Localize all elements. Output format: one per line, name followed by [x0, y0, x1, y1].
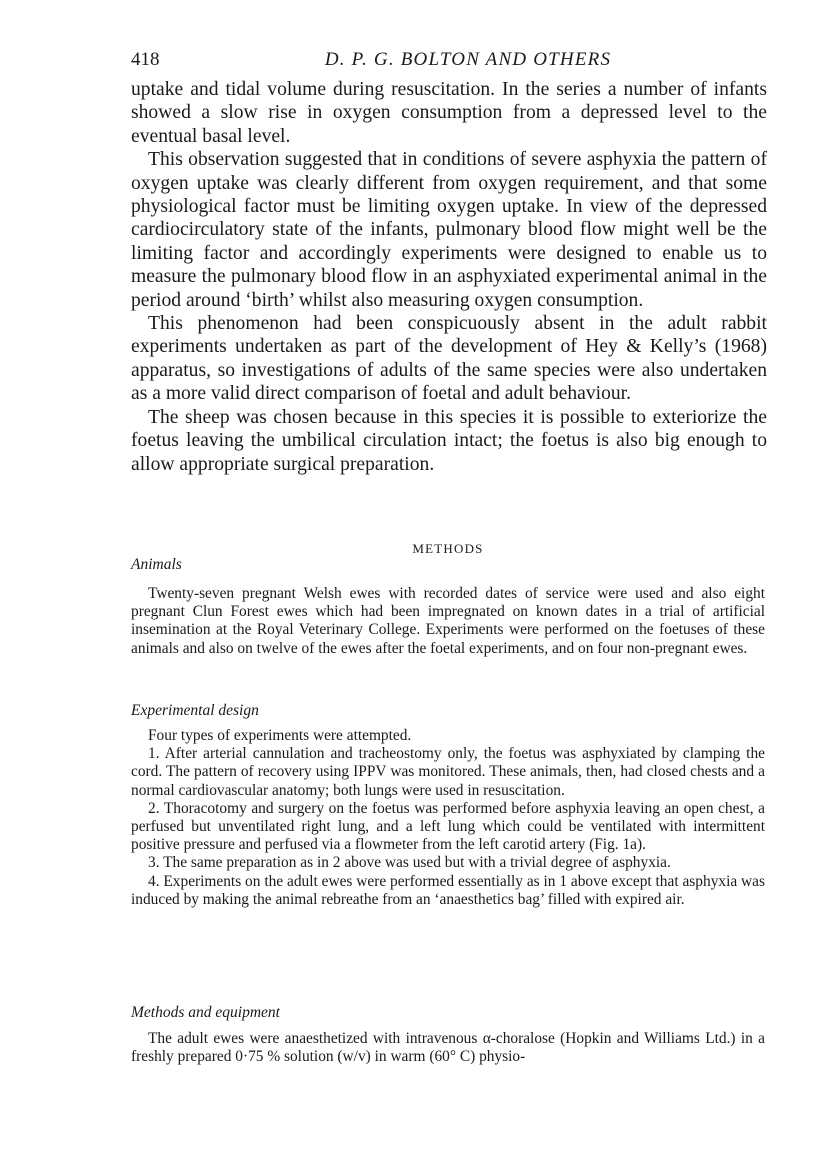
subheading-animals: Animals [131, 556, 182, 573]
paragraph: The sheep was chosen because in this species it is possible to exteriorize the foetus leaving the umbilical circulation intact; the foetus is also big enough to allow appropriate surgical preparation. [131, 406, 767, 475]
paragraph: 4. Experiments on the adult ewes were performed essentially as in 1 above except that asphyxia was induced by making the animal rebreathe from an ‘anaesthetics bag’ filled with expired air. [131, 872, 765, 908]
paragraph: 2. Thoracotomy and surgery on the foetus was performed before asphyxia leaving an open chest, a perfused but unventilated right lung, and a left lung which could be ventilated with intermittent positive pressure and perfused via a flowmeter from the left carotid artery (Fig. 1a). [131, 799, 765, 854]
paragraph: 1. After arterial cannulation and tracheostomy only, the foetus was asphyxiated by clamping the cord. The pattern of recovery using IPPV was monitored. These animals, then, had closed chests and a normal cardiovascular anatomy; both lungs were used in resuscitation. [131, 745, 765, 799]
paragraph: 3. The same preparation as in 2 above was used but with a trivial degree of asphyxia. [148, 854, 671, 872]
animals-text [131, 585, 765, 658]
introduction-text [131, 78, 767, 476]
paragraph: This phenomenon had been conspicuously absent in the adult rabbit experiments undertaken as part of the development of Hey & Kelly’s (1968) apparatus, so investigations of adults of the same species were also undertaken as a more valid direct comparison of foetal and adult behaviour. [131, 313, 767, 405]
section-title-methods: METHODS [412, 541, 484, 556]
subheading-methods-equipment: Methods and equipment [131, 1004, 280, 1021]
page-header [131, 49, 765, 75]
paragraph: Four types of experiments were attempted. [148, 727, 412, 744]
paragraph: Twenty-seven pregnant Welsh ewes with recorded dates of service were used and also eight pregnant Clun Forest ewes which had been impregnated on known dates in a trial of artificial insemination at the Royal Veterinary College. Experiments were performed on the foetuses of these animals and also on twelve of the ewes after the foetal experiments, and on four non-pregnant ewes. [131, 585, 765, 657]
running-title: D. P. G. BOLTON AND OTHERS [324, 49, 612, 70]
design-text [131, 727, 765, 909]
paragraph: The adult ewes were anaesthetized with intravenous α-choralose (Hopkin and Williams Ltd.) in a freshly prepared 0·75 % solution (w/v) in warm (60° C) physio- [131, 1030, 765, 1066]
equipment-text [131, 1030, 765, 1066]
subheading-experimental-design: Experimental design [131, 702, 259, 719]
page-number: 418 [131, 49, 160, 70]
paragraph: This observation suggested that in conditions of severe asphyxia the pattern of oxygen uptake was clearly different from oxygen requirement, and that some physiological factor must be limiting oxygen uptake. In view of the depressed cardiocirculatory state of the infants, pulmonary blood flow might well be the limiting factor and accordingly experiments were designed to enable us to measure the pulmonary blood flow in an asphyxiated experimental animal in the period around ‘birth’ whilst also measuring oxygen consumption. [131, 149, 767, 311]
paragraph: uptake and tidal volume during resuscitation. In the series a number of infants showed a slow rise in oxygen consumption from a depressed level to the eventual basal level. [131, 79, 767, 147]
